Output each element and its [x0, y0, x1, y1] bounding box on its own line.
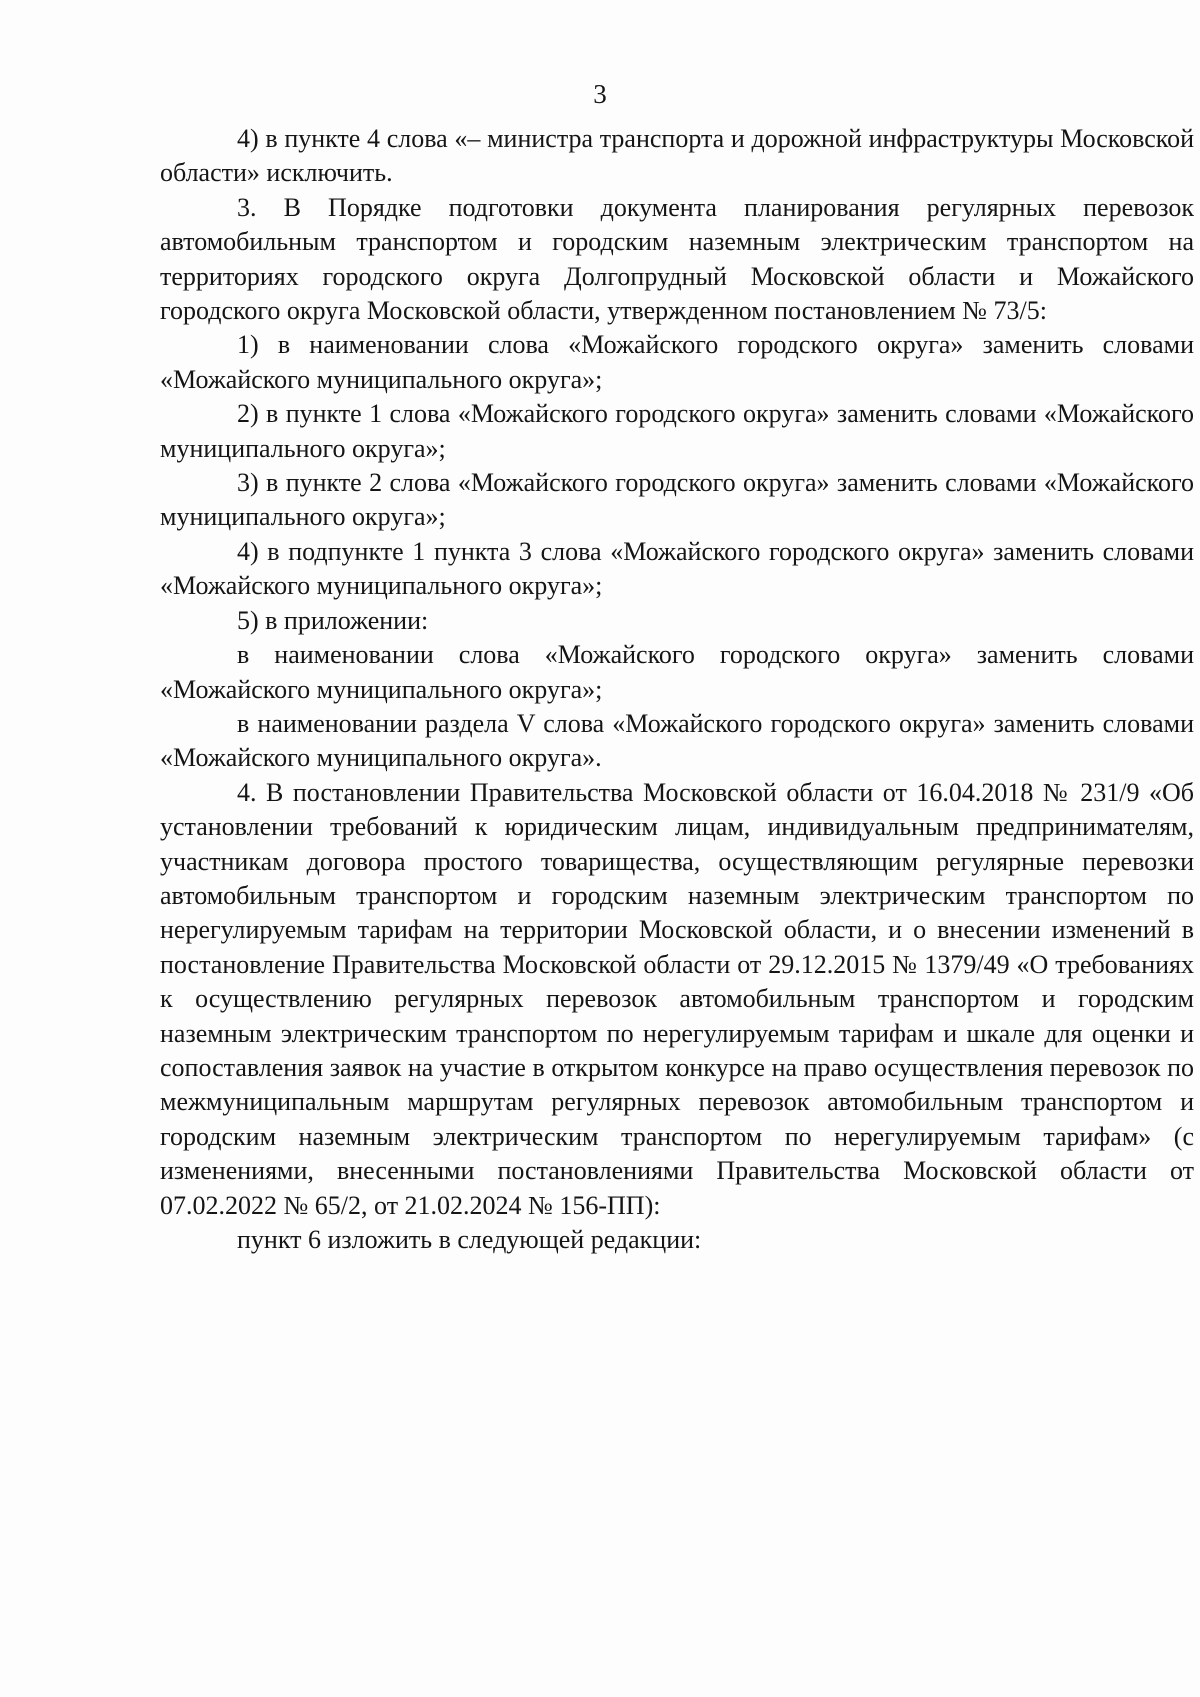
document-body: [160, 122, 1194, 1257]
paragraph-item-3-point-2: 3) в пункте 2 слова «Можайского городского округа» заменить словами «Можайского муниципального округа»;: [160, 468, 1194, 532]
page-number: 3: [593, 79, 607, 109]
paragraph-item-2-point-1: 2) в пункте 1 слова «Можайского городского округа» заменить словами «Можайского муниципального округа»;: [160, 399, 1194, 463]
paragraph-appendix-section-v: в наименовании раздела V слова «Можайского городского округа» заменить словами «Можайского муниципального округа».: [160, 708, 1194, 773]
paragraph-section-4: 4. В постановлении Правительства Московской области от 16.04.2018 № 231/9 «Об установлении требований к юридическим лицам, индивидуальным предпринимателям, участникам договора простого товарищества, осуществляющим регулярные перевозки автомобильным транспортом и городским наземным электрическим транспортом по нерегулируемым тарифам на территории Московской области, и о внесении изменений в постановление Правительства Московской области от 29.12.2015 № 1379/49 «О требованиях к осуществлению регулярных перевозок автомобильным транспортом и городским наземным электрическим транспортом по нерегулируемым тарифам и шкале для оценки и сопоставления заявок на участие в открытом конкурсе на право осуществления перевозок по межмуниципальным маршрутам регулярных перевозок автомобильным транспортом и городским наземным электрическим транспортом по нерегулируемым тарифам» (с изменениями, внесенными постановлениями Правительства Московской области от 07.02.2022 № 65/2, от 21.02.2024 № 156-ПП):: [160, 777, 1194, 1220]
paragraph-item-5-appendix: 5) в приложении:: [237, 605, 429, 635]
paragraph-appendix-title: в наименовании слова «Можайского городского округа» заменить словами «Можайского муниципального округа»;: [160, 640, 1194, 704]
paragraph-point-6-new-wording: пункт 6 изложить в следующей редакции:: [237, 1225, 702, 1254]
paragraph-item-1-title: 1) в наименовании слова «Можайского городского округа» заменить словами «Можайского муниципального округа»;: [160, 330, 1194, 394]
paragraph-section-3: 3. В Порядке подготовки документа планирования регулярных перевозок автомобильным транспортом и городским наземным электрическим транспортом на территориях городского округа Долгопрудный Московской области и Можайского городского округа Московской области, утвержденном постановлением № 73/5:: [160, 192, 1194, 326]
paragraph-item-4-subpoint: 4) в подпункте 1 пункта 3 слова «Можайского городского округа» заменить словами «Можайского муниципального округа»;: [160, 536, 1194, 601]
paragraph-item-4-exclude: 4) в пункте 4 слова «– министра транспорта и дорожной инфраструктуры Московской области» исключить.: [160, 124, 1194, 188]
